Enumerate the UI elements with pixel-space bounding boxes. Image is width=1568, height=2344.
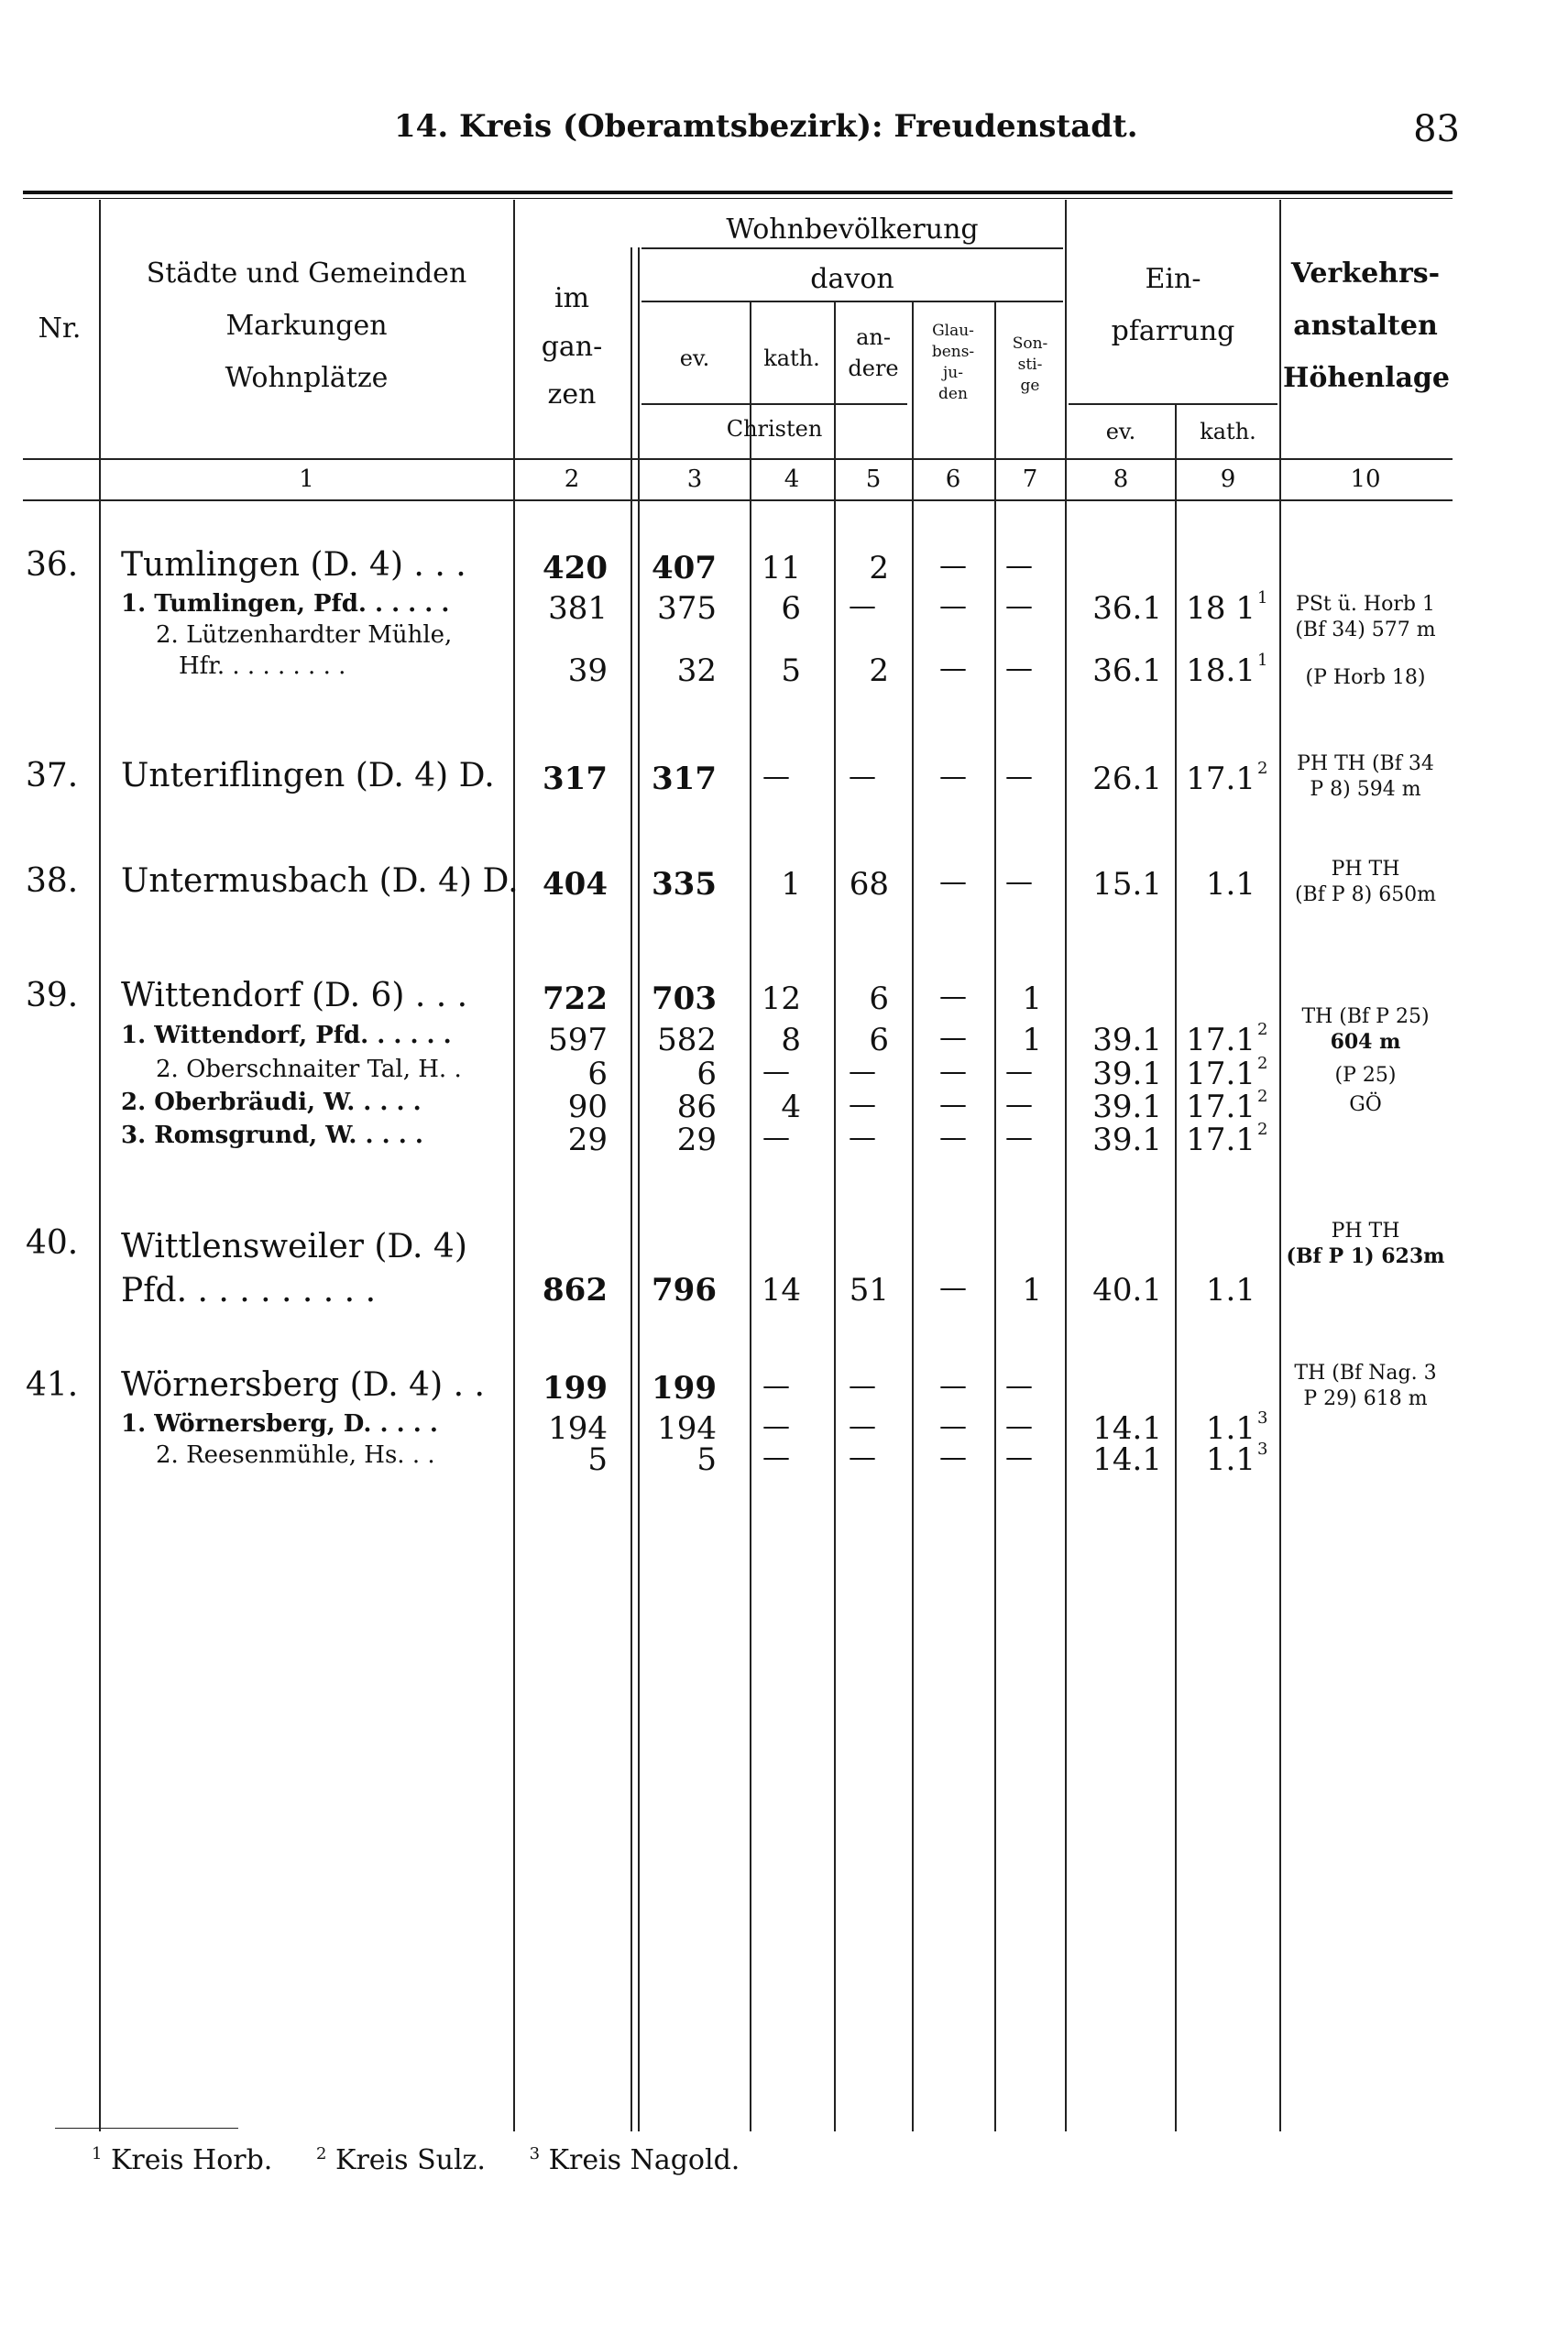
page-number: 83 <box>1413 108 1460 150</box>
verkehr-line: 604 m <box>1330 1030 1401 1054</box>
cell-ganz: 90 <box>567 1089 608 1125</box>
col-nr-header: Nr. <box>38 312 82 345</box>
cell-einpf-ev: 26.1 <box>1092 761 1162 797</box>
footnotes: $^1$ Kreis Horb. $^2$ Kreis Sulz. $^3$ Kreis Nagold. <box>92 2144 740 2176</box>
cell-kath: 1 <box>781 866 801 903</box>
cell-einpf-kath: 18 1 <box>1186 590 1255 627</box>
cell-ev: 796 <box>652 1272 717 1309</box>
cell-einpf-kath: 17.1 <box>1186 1056 1255 1092</box>
footnote-3: Kreis Nagold. <box>548 2144 740 2176</box>
verkehr-line: P 8) 594 m <box>1310 778 1421 801</box>
colnum-2: 2 <box>564 466 580 493</box>
colnum-5: 5 <box>865 466 882 493</box>
col-divider <box>630 247 632 2131</box>
footnote-ref: 3 <box>1257 1440 1268 1459</box>
cell-kath: — <box>762 1122 790 1154</box>
cell-ganz: 420 <box>543 550 608 586</box>
place-name: Unteriflingen (D. 4) D. <box>121 757 495 794</box>
cell-ganz: 404 <box>543 866 608 903</box>
verkehr-line: TH (Bf P 25) <box>1301 1005 1430 1028</box>
col-imganzen-header: im gan- zen <box>541 282 603 411</box>
cell-sonst: — <box>1005 1370 1033 1402</box>
cell-ev: 335 <box>652 866 717 903</box>
footnote-2: Kreis Sulz. <box>335 2144 486 2176</box>
cell-andere: — <box>849 1056 876 1088</box>
colnum-6: 6 <box>945 466 961 493</box>
cell-kath: 12 <box>761 980 801 1017</box>
entry-number: 40. <box>26 1224 79 1262</box>
footnote-ref: 2 <box>1257 1054 1268 1073</box>
cell-sonst: — <box>1005 1089 1033 1121</box>
cell-kath: — <box>762 1370 790 1402</box>
colnum-8: 8 <box>1113 466 1129 493</box>
cell-sonst: 1 <box>1022 980 1042 1017</box>
cell-andere: — <box>849 1089 876 1121</box>
top-rule-thin <box>23 198 1453 199</box>
verkehr-line: (P Horb 18) <box>1305 666 1426 689</box>
cell-einpf-ev: 15.1 <box>1092 866 1162 903</box>
cell-kath: — <box>762 761 790 793</box>
cell-ganz: 597 <box>548 1022 608 1058</box>
footnote-ref: 1 <box>1257 651 1268 670</box>
cell-einpf-ev: 39.1 <box>1092 1056 1162 1092</box>
cell-ganz: 194 <box>548 1410 608 1447</box>
cell-sonst: — <box>1005 652 1033 685</box>
cell-andere: 68 <box>849 866 889 903</box>
cell-sonst: 1 <box>1022 1272 1042 1309</box>
page-header: 14. Kreis (Oberamtsbezirk): Freudenstadt. <box>394 108 1138 145</box>
place-name: 3. Romsgrund, W. . . . . <box>121 1122 423 1149</box>
cell-juden: — <box>939 866 967 898</box>
footnote-1: Kreis Horb. <box>111 2144 273 2176</box>
cell-juden: — <box>939 1370 967 1402</box>
cell-andere: — <box>849 1370 876 1402</box>
cell-ev: 703 <box>652 980 717 1017</box>
cell-einpf-ev: 36.1 <box>1092 590 1162 627</box>
cell-juden: — <box>939 1056 967 1088</box>
cell-einpf-kath: 17.1 <box>1186 1122 1255 1158</box>
footnote-rule <box>55 2128 238 2129</box>
col-divider <box>638 247 640 2131</box>
col-sonstige-header: Son- sti- ge <box>1012 334 1048 395</box>
cell-andere: 6 <box>869 1022 889 1058</box>
cell-ev: 5 <box>696 1441 717 1478</box>
footnote-ref: 3 <box>1257 1408 1268 1428</box>
cell-einpf-ev: 39.1 <box>1092 1122 1162 1158</box>
footnote-ref: 2 <box>1257 1020 1268 1039</box>
cell-andere: 2 <box>869 550 889 586</box>
verkehr-line: GÖ <box>1349 1093 1382 1116</box>
verkehr-line: (Bf P 8) 650m <box>1294 883 1437 906</box>
place-name: 1. Tumlingen, Pfd. . . . . . <box>121 590 450 618</box>
cell-ganz: 39 <box>567 652 608 689</box>
cell-andere: — <box>849 1410 876 1442</box>
cell-andere: — <box>849 1441 876 1473</box>
cell-ganz: 317 <box>543 761 608 797</box>
col-divider <box>1065 200 1067 2131</box>
verkehr-line: PH TH <box>1331 858 1400 881</box>
cell-einpf-ev: 36.1 <box>1092 652 1162 689</box>
cell-kath: 8 <box>781 1022 801 1058</box>
cell-andere: — <box>849 761 876 793</box>
cell-ev: 375 <box>657 590 717 627</box>
cell-sonst: — <box>1005 761 1033 793</box>
place-name: Tumlingen (D. 4) . . . <box>121 546 466 584</box>
cell-andere: 51 <box>849 1272 889 1309</box>
colnum-1: 1 <box>299 466 314 493</box>
cell-ganz: 199 <box>543 1370 608 1407</box>
cell-einpf-kath: 1.1 <box>1205 1272 1255 1309</box>
colnum-7: 7 <box>1022 466 1038 493</box>
cell-juden: — <box>939 1122 967 1154</box>
cell-juden: — <box>939 1410 967 1442</box>
col-kath-header: kath. <box>763 345 820 371</box>
place-name: Hfr. . . . . . . . . <box>179 652 346 680</box>
place-name: 1. Wittendorf, Pfd. . . . . . <box>121 1022 452 1049</box>
cell-ev: 194 <box>657 1410 717 1447</box>
verkehr-line: PSt ü. Horb 1 <box>1296 593 1435 616</box>
cell-juden: — <box>939 652 967 685</box>
cell-sonst: — <box>1005 866 1033 898</box>
entry-number: 38. <box>26 862 79 900</box>
einpfarrung-rule <box>1069 403 1277 405</box>
cell-einpf-kath: 17.1 <box>1186 761 1255 797</box>
col-einpf-ev-header: ev. <box>1105 419 1136 444</box>
cell-sonst: — <box>1005 1056 1033 1088</box>
entry-number: 36. <box>26 546 79 584</box>
place-name: Pfd. . . . . . . . . . <box>121 1272 377 1309</box>
col-wohnbev-header: Wohnbevölkerung <box>726 214 979 246</box>
cell-ev: 86 <box>676 1089 717 1125</box>
cell-ev: 317 <box>652 761 717 797</box>
col-einpf-kath-header: kath. <box>1200 419 1256 444</box>
col-verkehr-header: Verkehrs- anstalten Höhenlage <box>1283 257 1450 394</box>
cell-kath: — <box>762 1056 790 1088</box>
place-name: Untermusbach (D. 4) D. <box>121 862 519 900</box>
cell-ev: 32 <box>676 652 717 689</box>
cell-kath: 4 <box>781 1089 801 1125</box>
cell-kath: 5 <box>781 652 801 689</box>
cell-ev: 29 <box>676 1122 717 1158</box>
cell-sonst: — <box>1005 1441 1033 1473</box>
place-name: 2. Lützenhardter Mühle, <box>156 621 453 649</box>
place-name: Wittendorf (D. 6) . . . <box>121 977 468 1014</box>
place-name: 2. Oberschnaiter Tal, H. . <box>156 1056 462 1083</box>
entry-number: 39. <box>26 977 79 1014</box>
verkehr-line: TH (Bf Nag. 3 <box>1294 1362 1437 1385</box>
place-name: 2. Reesenmühle, Hs. . . <box>156 1441 435 1469</box>
place-name: Wörnersberg (D. 4) . . <box>121 1366 485 1404</box>
cell-ganz: 5 <box>587 1441 608 1478</box>
place-name: 2. Oberbräudi, W. . . . . <box>121 1089 422 1116</box>
christen-rule <box>641 403 907 405</box>
colnum-9: 9 <box>1220 466 1236 493</box>
cell-ganz: 381 <box>548 590 608 627</box>
cell-kath: 14 <box>761 1272 801 1309</box>
col-glaubensjuden-header: Glau- bens- ju- den <box>931 322 975 403</box>
cell-kath: 11 <box>761 550 801 586</box>
cell-ganz: 29 <box>567 1122 608 1158</box>
cell-juden: — <box>939 1441 967 1473</box>
cell-einpf-kath: 1.1 <box>1205 1441 1255 1478</box>
verkehr-line: (Bf P 1) 623m <box>1286 1244 1445 1268</box>
verkehr-line: PH TH <box>1331 1220 1400 1243</box>
cell-ev: 407 <box>652 550 717 586</box>
col-divider <box>1175 403 1177 2131</box>
colnum-4: 4 <box>784 466 800 493</box>
footnote-ref: 2 <box>1257 759 1268 778</box>
col-christen-header: Christen <box>726 416 823 442</box>
cell-andere: 2 <box>869 652 889 689</box>
col-einpfarrung-header: Ein- pfarrung <box>1111 263 1235 347</box>
header-bottom-rule <box>23 458 1453 460</box>
verkehr-line: P 29) 618 m <box>1303 1387 1428 1410</box>
colnum-10: 10 <box>1350 466 1381 493</box>
cell-juden: — <box>939 590 967 622</box>
top-rule <box>23 191 1453 194</box>
entry-number: 41. <box>26 1366 79 1404</box>
cell-juden: — <box>939 1089 967 1121</box>
cell-einpf-kath: 17.1 <box>1186 1089 1255 1125</box>
col-davon-header: davon <box>810 263 894 295</box>
col-name-header: Städte und Gemeinden Markungen Wohnplätze <box>146 257 467 394</box>
cell-ev: 6 <box>696 1056 717 1092</box>
verkehr-line: (Bf 34) 577 m <box>1295 619 1436 641</box>
cell-einpf-ev: 39.1 <box>1092 1089 1162 1125</box>
cell-juden: — <box>939 550 967 582</box>
col-divider <box>99 200 101 2131</box>
cell-andere: — <box>849 590 876 622</box>
cell-einpf-ev: 40.1 <box>1092 1272 1162 1309</box>
cell-ganz: 722 <box>543 980 608 1017</box>
cell-andere: 6 <box>869 980 889 1017</box>
cell-juden: — <box>939 1272 967 1304</box>
cell-einpf-kath: 1.1 <box>1205 1410 1255 1447</box>
cell-ganz: 862 <box>543 1272 608 1309</box>
cell-einpf-ev: 14.1 <box>1092 1410 1162 1447</box>
col-divider <box>513 200 515 2131</box>
cell-kath: — <box>762 1410 790 1442</box>
cell-sonst: — <box>1005 550 1033 582</box>
verkehr-line: PH TH (Bf 34 <box>1297 752 1434 775</box>
cell-einpf-kath: 1.1 <box>1205 866 1255 903</box>
cell-ganz: 6 <box>587 1056 608 1092</box>
footnote-ref: 2 <box>1257 1087 1268 1106</box>
cell-sonst: — <box>1005 590 1033 622</box>
colnum-3: 3 <box>686 466 703 493</box>
colnum-bottom-rule <box>23 499 1453 501</box>
col-ev-header: ev. <box>679 345 710 371</box>
cell-sonst: 1 <box>1022 1022 1042 1058</box>
footnote-ref: 1 <box>1257 588 1268 608</box>
cell-ev: 582 <box>657 1022 717 1058</box>
cell-kath: 6 <box>781 590 801 627</box>
cell-kath: — <box>762 1441 790 1473</box>
cell-juden: — <box>939 761 967 793</box>
col-divider <box>1279 200 1281 2131</box>
cell-andere: — <box>849 1122 876 1154</box>
verkehr-line: (P 25) <box>1334 1064 1397 1087</box>
cell-einpf-kath: 17.1 <box>1186 1022 1255 1058</box>
cell-juden: — <box>939 1022 967 1054</box>
cell-sonst: — <box>1005 1122 1033 1154</box>
cell-einpf-ev: 14.1 <box>1092 1441 1162 1478</box>
place-name: Wittlensweiler (D. 4) <box>121 1228 467 1265</box>
cell-einpf-kath: 18.1 <box>1186 652 1255 689</box>
cell-juden: — <box>939 980 967 1013</box>
footnote-ref: 2 <box>1257 1120 1268 1139</box>
entry-number: 37. <box>26 757 79 794</box>
cell-sonst: — <box>1005 1410 1033 1442</box>
cell-einpf-ev: 39.1 <box>1092 1022 1162 1058</box>
cell-ev: 199 <box>652 1370 717 1407</box>
place-name: 1. Wörnersberg, D. . . . . <box>121 1410 438 1438</box>
col-andere-header: an- dere <box>848 324 899 381</box>
